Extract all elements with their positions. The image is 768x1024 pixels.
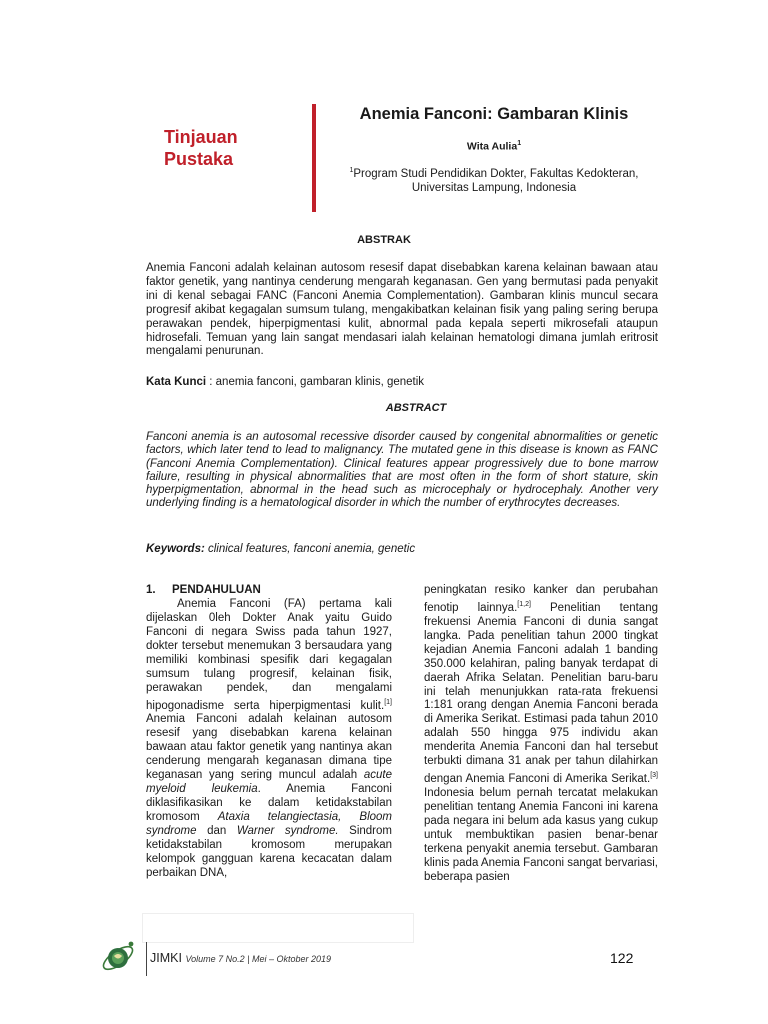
page-number: 122 xyxy=(610,950,634,966)
abstract-body: Fanconi anemia is an autosomal recessive disorder caused by congenital abnormalities or genetic factors, which later tend to lead to malignancy. The mutated gene in this disease is known as FANC (Fanconi Anemia Complementation). Clinical features appear progressively due to bone marrow failure, resulting in physical abnormalities that are most often in the form of short stature, skin hyperpigmentation, abnormal in the head such as microcephaly or hydrocephaly. Another very underlying finding is a hematological disorder in which the number of erythrocytes decreases. xyxy=(146,431,658,510)
kata-kunci-values: : anemia fanconi, gambaran klinis, genetik xyxy=(206,376,425,388)
affiliation xyxy=(324,164,664,195)
author-line xyxy=(320,137,668,154)
journal-volume: Volume 7 No.2 | Mei – Oktober 2019 xyxy=(185,954,332,964)
journal-name: JIMKI xyxy=(150,951,182,965)
article-title: Anemia Fanconi: Gambaran Klinis xyxy=(359,105,629,123)
keywords xyxy=(146,542,658,556)
header-divider xyxy=(312,104,316,212)
citation: [1,2] xyxy=(517,600,531,608)
abstrak-body: Anemia Fanconi adalah kelainan autosom resesif dapat disebabkan karena kelainan bawaan atau faktor genetik, yang nantinya cenderung mengarah keganasan. Gen yang bermutasi pada penyakit ini di kenal sebagai FANC (Fanconi Anemia Complementation). Gambaran klinis muncul secara progresif akibat kegagalan sumsum tulang, mengakibatkan kelainan fisik yang paling sering berupa perawakan pendek, hiperpigmentasi kulit, abnormal pada kepala seperti mikrosefali ataupun hidrosefali. Temuan yang lain sangat mendasari ialah kelainan hematologi dimana jumlah eritrosit mengalami penurunan. xyxy=(146,262,658,358)
citation: [3] xyxy=(650,772,658,780)
affiliation-sup: 1 xyxy=(349,167,354,174)
jimki-globe-logo-icon xyxy=(98,932,144,978)
author-sup: 1 xyxy=(517,140,522,147)
body-column-left xyxy=(146,584,392,881)
abstrak-heading: ABSTRAK xyxy=(357,234,411,246)
keywords-label: Keywords: xyxy=(146,543,205,555)
section-title: PENDAHULUAN xyxy=(172,584,261,596)
footer-journal xyxy=(150,951,331,965)
author-name: Wita Aulia xyxy=(466,140,518,153)
body-column-right xyxy=(424,584,658,885)
footer-box xyxy=(142,913,414,943)
keywords-values: clinical features, fanconi anemia, genetic xyxy=(204,543,416,555)
citation: [1] xyxy=(384,698,392,706)
kata-kunci-label: Kata Kunci xyxy=(146,376,207,388)
kata-kunci xyxy=(146,375,658,389)
section-heading-pendahuluan xyxy=(146,584,392,598)
intro-paragraph-left: Anemia Fanconi (FA) pertama kali dijelaskan 0leh Dokter Anak yaitu Guido Fanconi di negara Swiss pada tahun 1927, dokter tersebut menemukan 3 bersaudara yang memiliki kombinasi spesifik dari kegagalan sumsum tulang progresif, kelainan fisik, perawakan pendek, dan mengalami hipogonadisme serta hiperpigmentasi kulit.[1] Anemia Fanconi adalah kelainan autosom resesif yang disebabkan karena kelainan bawaan atau faktor genetik yang nantinya akan cenderung mengarah keganasan dimana tipe keganasan yang sering muncul adalah acute myeloid leukemia. Anemia Fanconi diklasifikasikan ke dalam ketidakstabilan kromosom Ataxia telangiectasia, Bloom syndrome dan Warner syndrome. Sindrom ketidakstabilan kromosom merupakan kelompok gangguan karena kecacatan dalam perbaikan DNA, xyxy=(146,597,393,879)
affiliation-text: Program Studi Pendidikan Dokter, Fakultas Kedokteran, Universitas Lampung, Indonesia xyxy=(353,167,639,194)
footer-divider xyxy=(146,942,147,976)
intro-paragraph-right: peningkatan resiko kanker dan perubahan fenotip lainnya.[1,2] Penelitian tentang frekuensi Anemia Fanconi di dunia sangat langka. Pada penelitian tahun 2000 tingkat kejadian Anemia Fanconi adalah 1 banding 350.000 kelahiran, paling banyak terdapat di daerah Afrika Selatan. Penelitian baru-baru ini telah menunjukkan rata-rata frekuensi 1:181 orang dengan Anemia Fanconi berada di Amerika Serikat. Estimasi pada tahun 2010 adalah 550 hingga 975 individu akan menderita Anemia Fanconi dan hal tersebut terbukti dimana 31 anak per tahun dilahirkan dengan Anemia Fanconi di Amerika Serikat.[3] Indonesia belum pernah tercatat melakukan penelitian tentang Anemia Fanconi ini karena pada negara ini belum ada kasus yang cukup untuk membuktikan pasien benar-benar terkena penyakit anemia tersebut. Gambaran klinis pada Anemia Fanconi sangat bervariasi, beberapa pasien xyxy=(424,584,658,883)
section-tag: Tinjauan Pustaka xyxy=(164,127,238,169)
abstract-heading: ABSTRACT xyxy=(385,402,447,414)
section-number: 1. xyxy=(146,584,156,596)
